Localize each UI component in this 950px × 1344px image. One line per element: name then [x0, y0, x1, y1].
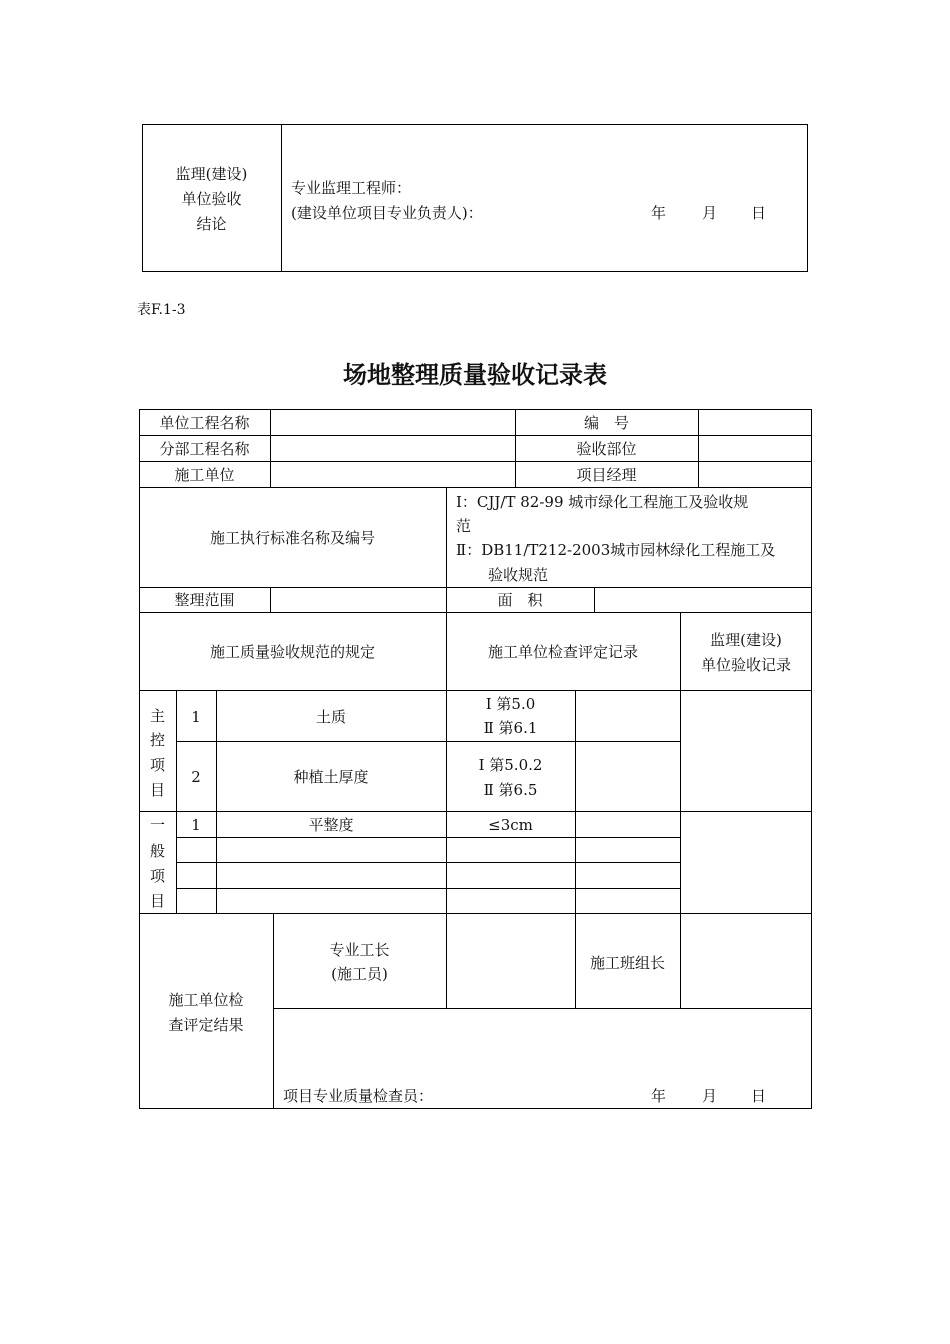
col-line — [698, 409, 699, 487]
row-line — [139, 690, 812, 691]
general-label-char: 般 — [149, 842, 165, 860]
col-line — [270, 409, 271, 487]
main-control-label-char: 主 — [149, 707, 165, 725]
standard-1-line-2: 范 — [456, 517, 472, 535]
row-line — [139, 435, 812, 436]
row-line — [176, 741, 680, 742]
owner-signature-label: (建设单位项目专业负责人)： — [291, 204, 483, 222]
standard-2-line-1: Ⅱ：DB11/T212-2003城市园林绿化工程施工及 — [456, 541, 776, 559]
row-line — [139, 487, 812, 488]
result-date-day: 日 — [751, 1087, 767, 1105]
general-label-char: 一 — [149, 816, 165, 834]
col-line — [594, 587, 595, 612]
result-date-month: 月 — [702, 1087, 718, 1105]
main-item-ref: Ⅰ 第5.0.2 — [478, 756, 543, 774]
general-item-ref: ≤3cm — [488, 816, 533, 834]
main-item-ref: Ⅱ 第6.5 — [483, 781, 538, 799]
row-line — [139, 612, 812, 613]
main-item-name: 种植土厚度 — [293, 768, 369, 786]
standard-1-line-1: Ⅰ：CJJ/T 82-99 城市绿化工程施工及验收规 — [456, 493, 749, 511]
general-item-no: 1 — [191, 816, 201, 834]
main-item-name: 土质 — [315, 708, 346, 726]
row-line — [139, 461, 812, 462]
foreman-label-line-2: (施工员) — [331, 965, 388, 983]
row-line — [176, 888, 680, 889]
row-line — [139, 811, 812, 812]
main-control-label-char: 项 — [149, 756, 165, 774]
acceptance-part-label: 验收部位 — [576, 440, 637, 458]
table-reference: 表F.1-3 — [137, 302, 186, 318]
result-label-line-2: 查评定结果 — [168, 1016, 244, 1034]
col-line — [270, 587, 271, 612]
row-line — [176, 862, 680, 863]
spec-column-header: 施工质量验收规范的规定 — [209, 643, 375, 661]
page-title: 场地整理质量验收记录表 — [343, 361, 607, 389]
result-label-line-1: 施工单位检 — [168, 991, 244, 1009]
supervisor-column-header-line-2: 单位验收记录 — [700, 656, 791, 674]
main-item-ref: Ⅰ 第5.0 — [485, 695, 536, 713]
unit-project-name-label: 单位工程名称 — [159, 414, 250, 432]
supervision-label-line-2: 单位验收 — [181, 190, 242, 208]
general-label-char: 项 — [149, 867, 165, 885]
row-line — [139, 913, 812, 914]
top-date-day: 日 — [751, 204, 767, 222]
top-date-year: 年 — [651, 204, 667, 222]
col-line — [680, 913, 681, 1008]
main-item-ref: Ⅱ 第6.1 — [483, 719, 538, 737]
foreman-label-line-1: 专业工长 — [329, 941, 390, 959]
main-control-label-char: 控 — [149, 731, 165, 749]
supervisor-column-header-line-1: 监理(建设) — [710, 631, 782, 649]
team-leader-label: 施工班组长 — [589, 954, 665, 972]
check-record-column-header: 施工单位检查评定记录 — [487, 643, 638, 661]
standard-label: 施工执行标准名称及编号 — [209, 529, 375, 547]
col-line — [575, 690, 576, 913]
supervision-label-line-3: 结论 — [196, 215, 227, 233]
row-line — [139, 587, 812, 588]
row-line — [273, 1008, 812, 1009]
col-line — [446, 913, 447, 1008]
project-manager-label: 项目经理 — [576, 466, 637, 484]
construction-unit-label: 施工单位 — [174, 466, 235, 484]
area-label: 面 积 — [497, 591, 543, 609]
scope-label: 整理范围 — [174, 591, 235, 609]
row-line — [176, 837, 680, 838]
engineer-signature-label: 专业监理工程师： — [291, 179, 412, 197]
main-item-no: 2 — [191, 768, 201, 786]
supervision-divider — [281, 124, 282, 272]
col-line — [446, 487, 447, 587]
inspector-label: 项目专业质量检查员： — [283, 1087, 434, 1105]
standard-2-line-2: 验收规范 — [488, 566, 549, 584]
general-label-char: 目 — [149, 892, 165, 910]
main-item-no: 1 — [191, 708, 201, 726]
supervision-label-line-1: 监理(建设) — [175, 165, 248, 183]
result-date-year: 年 — [651, 1087, 667, 1105]
number-label: 编 号 — [583, 414, 629, 432]
general-item-name: 平整度 — [308, 816, 354, 834]
main-control-label-char: 目 — [149, 781, 165, 799]
sub-project-name-label: 分部工程名称 — [159, 440, 250, 458]
top-date-month: 月 — [702, 204, 718, 222]
